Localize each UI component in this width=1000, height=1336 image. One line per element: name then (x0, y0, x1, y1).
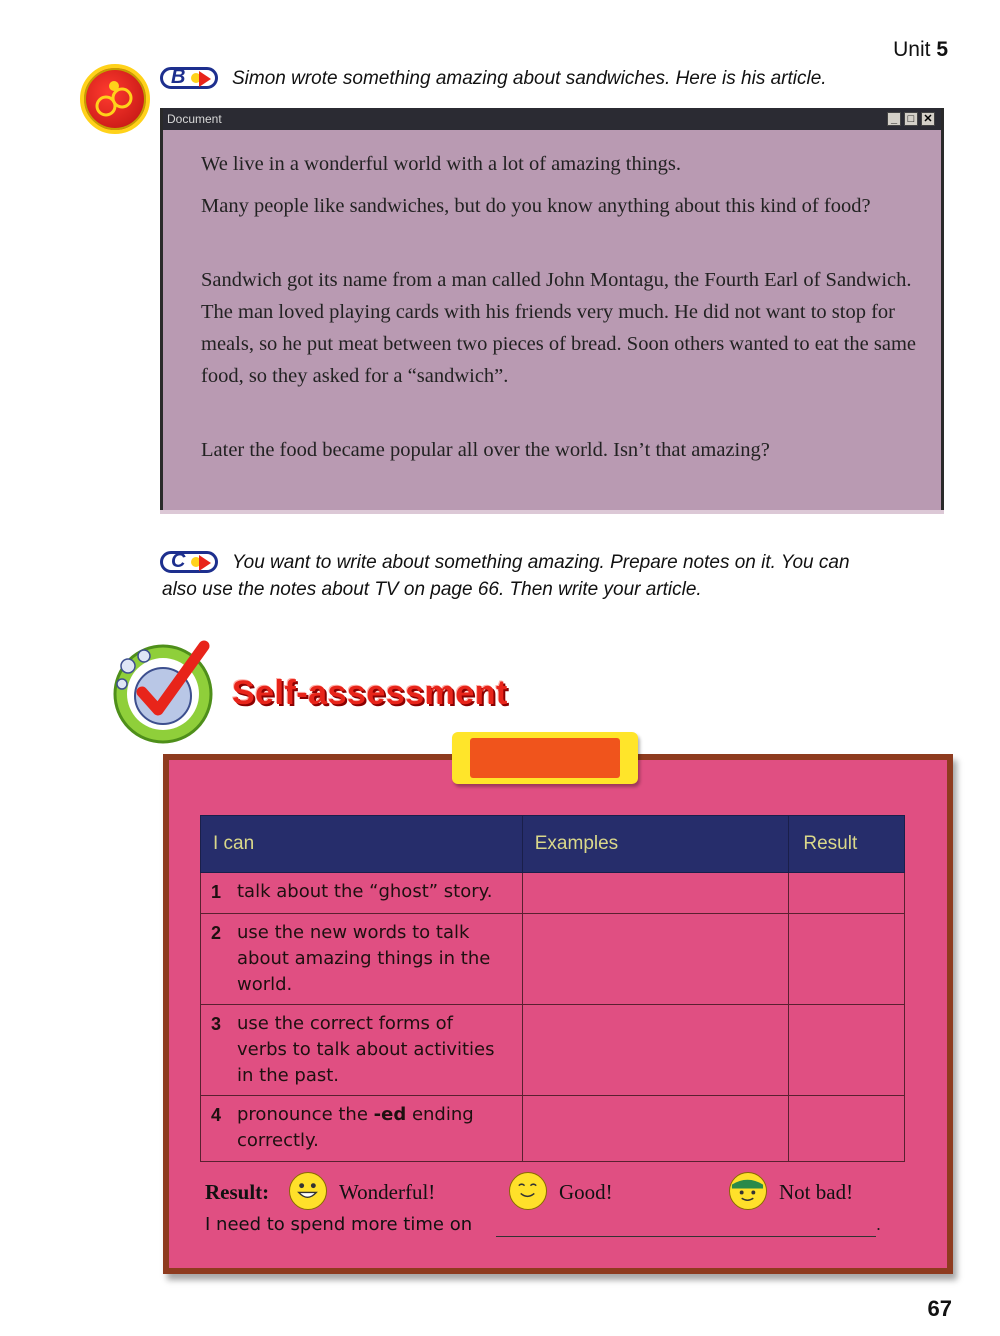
examples-cell[interactable] (522, 1005, 789, 1096)
i-can-cell (201, 914, 523, 1005)
self-assessment-title: Self-assessment (232, 674, 508, 712)
doc-paragraph-2: Many people like sandwiches, but do you know anything about this kind of food? (201, 195, 871, 217)
result-label: Result: (205, 1180, 270, 1204)
doc-paragraph-4: Later the food became popular all over the world. Isn’t that amazing? (201, 439, 770, 461)
row-text: talk about the “ghost” story. (237, 881, 493, 902)
play-arrow-icon (199, 71, 211, 87)
unit-text: Unit (893, 38, 931, 61)
checkmark-icon (108, 636, 218, 746)
badge-letter: B (171, 66, 186, 88)
row-text (237, 1102, 507, 1154)
header-i-can: I can (201, 816, 523, 873)
examples-cell[interactable] (522, 873, 789, 914)
doc-paragraph-3: Sandwich got its name from a man called John Montagu, the Fourth Earl of Sandwich. The man loved playing cards with his friends very much. He did not want to stop for meals, so he put meat between two pieces of bread. Soon others wanted to eat the same food, so they asked for a “sandwich”. (201, 269, 916, 387)
row-text-after: ending correctly. (237, 1104, 474, 1151)
assessment-table (200, 815, 905, 1162)
result-good: Good! (559, 1180, 613, 1204)
big-smile-icon (289, 1172, 327, 1210)
header-result: Result (789, 816, 905, 873)
close-button[interactable]: ✕ (921, 112, 935, 126)
row-text: use the new words to talk about amazing things in the world. (237, 922, 491, 995)
section-c-badge (160, 551, 218, 573)
table-row (201, 1096, 905, 1162)
result-not-bad: Not bad! (779, 1180, 854, 1204)
table-header-row (201, 816, 905, 873)
row-number: 3 (211, 1014, 222, 1034)
header-examples: Examples (522, 816, 789, 873)
i-can-cell (201, 873, 523, 914)
need-more-time-text: I need to spend more time on (205, 1214, 473, 1235)
row-text-bold: -ed (373, 1104, 407, 1125)
i-can-cell (201, 1096, 523, 1162)
row-number: 2 (211, 923, 222, 943)
i-can-cell (201, 1005, 523, 1096)
document-window (160, 108, 944, 510)
maximize-button[interactable]: □ (904, 112, 918, 126)
examples-cell[interactable] (522, 1096, 789, 1162)
row-number: 1 (211, 882, 222, 902)
section-b-instruction: Simon wrote something amazing about sandwiches. Here is his article. (232, 68, 827, 89)
row-text: use the correct forms of verbs to talk about activities in the past. (237, 1013, 495, 1086)
examples-cell[interactable] (522, 914, 789, 1005)
board-tab-inner (470, 738, 620, 778)
result-cell[interactable] (789, 914, 905, 1005)
document-title: Document (167, 112, 222, 126)
unit-label (893, 38, 948, 62)
play-arrow-icon (199, 555, 211, 571)
section-c-instruction-line1: You want to write about something amazing. Prepare notes on it. You can (232, 552, 850, 573)
minimize-button[interactable]: _ (887, 112, 901, 126)
result-legend (205, 1178, 885, 1208)
result-cell[interactable] (789, 1096, 905, 1162)
result-cell[interactable] (789, 873, 905, 914)
result-wonderful: Wonderful! (339, 1180, 436, 1204)
need-more-time-period: . (876, 1214, 882, 1234)
unit-number: 5 (936, 38, 948, 61)
document-titlebar (163, 108, 941, 130)
table-row (201, 1005, 905, 1096)
need-more-time-blank[interactable] (496, 1236, 876, 1237)
page-number: 67 (927, 1296, 952, 1321)
badge-letter: C (171, 550, 186, 572)
row-text-before: pronounce the (237, 1104, 374, 1125)
bandana-face-icon (729, 1172, 767, 1210)
doc-paragraph-1: We live in a wonderful world with a lot of amazing things. (201, 153, 681, 175)
reading-cherries-icon (80, 64, 150, 134)
row-number: 4 (211, 1105, 222, 1125)
section-b-badge (160, 67, 218, 89)
table-row (201, 873, 905, 914)
smile-icon (509, 1172, 547, 1210)
section-c-instruction-line2: also use the notes about TV on page 66. Then write your article. (162, 579, 702, 600)
table-row (201, 914, 905, 1005)
result-cell[interactable] (789, 1005, 905, 1096)
